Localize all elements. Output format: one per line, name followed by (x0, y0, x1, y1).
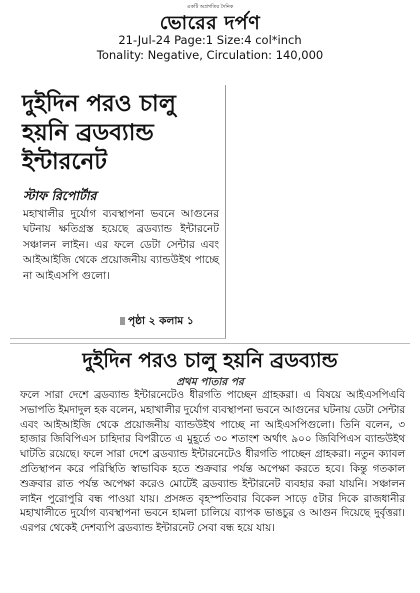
jump-marker-icon (120, 317, 125, 325)
lead-paragraph: মহাখালীর দুর্যোগ ব্যবস্থাপনা ভবনে আগুনের ঘটনায় ক্ষতিগ্রস্ত হয়েছে ব্রডব্যান্ড ইন্টারনেট সঞ্চালন লাইন। এর ফলে ডেটা সেন্টার এবং আইআইজি থেকে প্রয়োজনীয় ব্যান্ডউইথ পাচ্ছে না আইএসপি গুলো। (23, 208, 219, 282)
continuation-headline: দুইদিন পরও চালু হয়নি ব্রডব্যান্ড (82, 348, 338, 372)
masthead-tagline: একটি অগ্রগতির দৈনিক (186, 4, 234, 10)
clipping-meta-tonality: Tonality: Negative, Circulation: 140,000 (96, 48, 324, 62)
continuation-body: ফলে সারা দেশে ব্রডব্যান্ড ইন্টারনেটেও ধীরগতি পাচ্ছেন গ্রাহকরা। এ বিষয়ে আইএসপিএবি সভাপতি ইমদাদুল হক বলেন, মহাখালীর দুর্যোগ ব্যবস্থাপনা ভবনে আগুনের ঘটনায় ডেটা সেন্টার এবং আইআইজি থেকে প্রয়োজনীয় ব্যান্ডউইথ পাচ্ছে না আইএসপিগুলো। তিনি বলেন, ৩ হাজার জিবিপিএস চাহিদার বিপরীতে এ মুহূর্তে ৩০ শতাংশ অর্থাৎ ৯০০ জিবিপিএস ব্যান্ডউইথ ঘাটতি রয়েছে। ফলে সারা দেশে ব্রডব্যান্ড ইন্টারনেটেও ধীরগতি পাচ্ছেন গ্রাহকরা। নতুন ক্যাবল প্রতিস্থাপন করে পরিস্থিতি স্বাভাবিক হতে শুক্রবার পর্যন্ত অপেক্ষা করতে হবে। কিন্তু গতকাল শুক্রবার রাত পর্যন্ত অপেক্ষা করেও মোটেই ব্রডব্যান্ড ইন্টারনেট ব্যবহার করা যায়নি। সঞ্চালন লাইন পুরোপুরি বন্ধ পাওয়া যায়। প্রসঙ্গত বৃহস্পতিবার বিকেল সাড়ে ৫টার দিকে রাজধানীর মহাখালীতে দুর্যোগ ব্যবস্থাপনা ভবনে হামলা চালিয়ে ব্যাপক ভাঙচুর ও আগুন দিয়েছে দুর্বৃত্তরা। এরপর থেকেই দেশব্যপি ব্রডব্যান্ড ইন্টারনেট সেবা বন্ধ হয়ে যায়। (20, 389, 406, 535)
jump-reference (120, 314, 194, 331)
jump-text: পৃষ্ঠা ২ কলাম ১ (128, 315, 194, 327)
continuation-clipping (10, 343, 410, 589)
byline: স্টাফ রিপোর্টার (23, 188, 97, 203)
front-headline: দুইদিন পরও চালু হয়নি ব্রডব্যান্ড ইন্টারনেট (22, 90, 176, 175)
newspaper-logo: ভোরের দর্পণ (159, 12, 261, 34)
clipping-meta-date-page: 21-Jul-24 Page:1 Size:4 col*inch (118, 33, 302, 47)
front-page-clipping (10, 85, 226, 339)
continued-from-label: প্রথম পাতার পর (176, 376, 244, 388)
